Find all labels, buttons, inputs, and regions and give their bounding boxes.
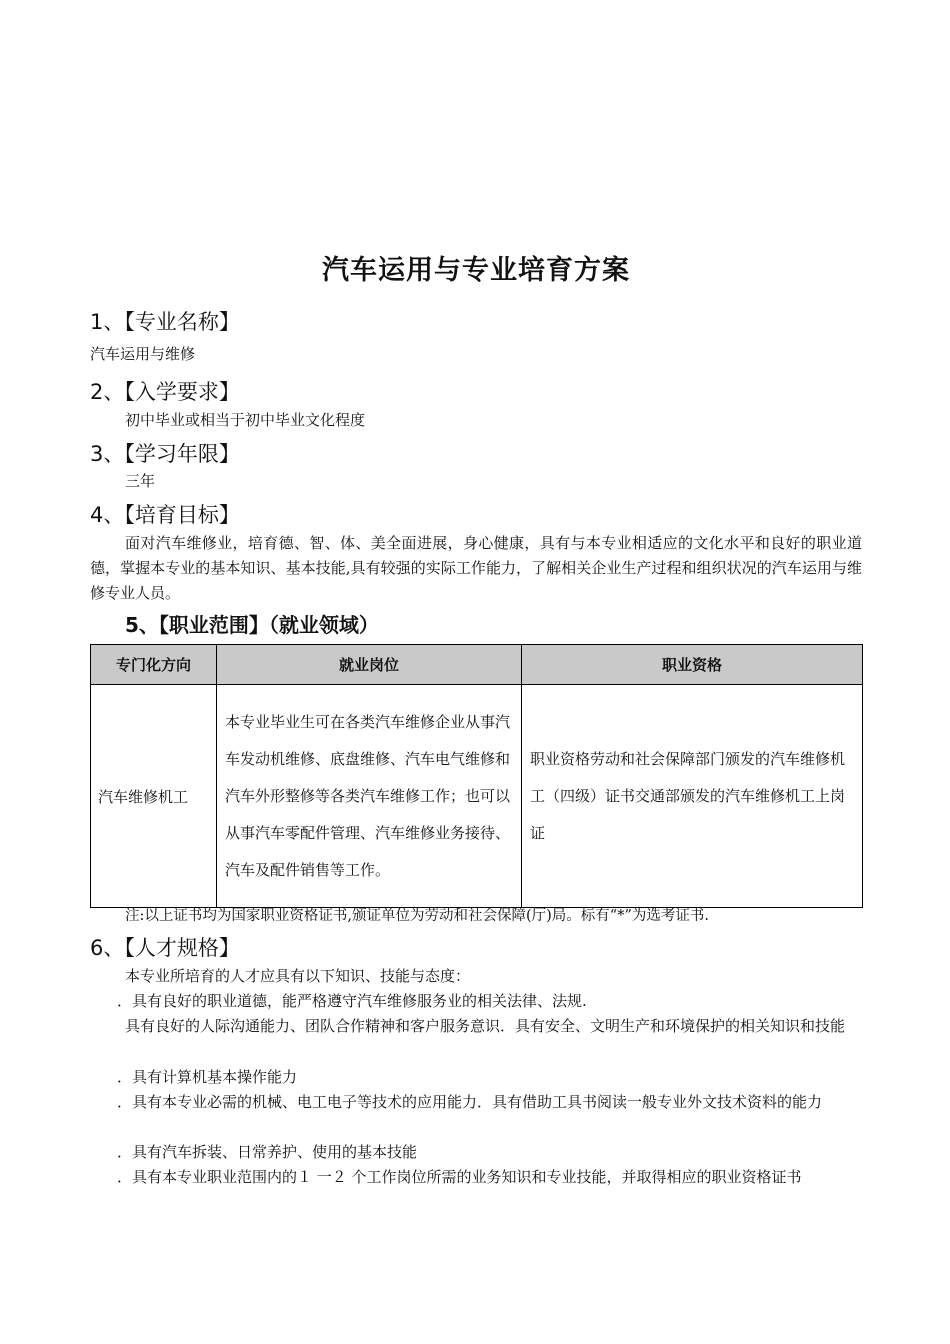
- talent-item: ．具有本专业必需的机械、电工电子等技术的应用能力．具有借助工具书阅读一般专业外文技术资料的能力: [117, 1093, 823, 1111]
- table-header-qualification: 职业资格: [522, 645, 863, 685]
- table-row: [91, 685, 863, 908]
- table-header-row: [91, 645, 863, 685]
- section-heading-major-name: 1、【专业名称】: [90, 310, 240, 334]
- table-header-direction: 专门化方向: [91, 645, 217, 685]
- section-heading-goal: 4、【培育目标】: [90, 503, 240, 527]
- section-heading-career: 5、【职业范围】（就业领域）: [125, 613, 379, 637]
- table-note: 注:以上证书均为国家职业资格证书,颁证单位为劳动和社会保障(厅)局。标有“*”为选考证书.: [125, 908, 709, 924]
- section-heading-admission: 2、【入学要求】: [90, 380, 240, 404]
- section-heading-talent: 6、【人才规格】: [90, 936, 240, 960]
- talent-item: ．具有良好的职业道德，能严格遵守汽车维修服务业的相关法律、法规.: [117, 992, 587, 1010]
- section-body-major-name: 汽车运用与维修: [90, 345, 196, 363]
- section-heading-duration: 3、【学习年限】: [90, 442, 240, 466]
- table-cell-position: 本专业毕业生可在各类汽车维修企业从事汽车发动机维修、底盘维修、汽车电气维修和汽车外形整修等各类汽车维修工作；也可以从事汽车零配件管理、汽车维修业务接待、汽车及配件销售等工作。: [217, 685, 522, 908]
- table-header-position: 就业岗位: [217, 645, 522, 685]
- section-body-admission: 初中毕业或相当于初中毕业文化程度: [125, 411, 366, 429]
- section-body-duration: 三年: [125, 472, 156, 490]
- talent-intro: 本专业所培育的人才应具有以下知识、技能与态度：: [125, 967, 471, 985]
- talent-item: ．具有汽车拆装、日常养护、使用的基本技能: [117, 1143, 418, 1161]
- document-title: 汽车运用与专业培育方案: [322, 255, 630, 286]
- section-body-goal: 面对汽车维修业，培育德、智、体、美全面进展，身心健康，具有与本专业相适应的文化水平和良好的职业道德，掌握本专业的基本知识、基本技能,具有较强的实际工作能力，了解相关企业生产过程和组织状况的汽车运用与维修专业人员。: [90, 534, 862, 602]
- talent-item: 具有良好的人际沟通能力、团队合作精神和客户服务意识．具有安全、文明生产和环境保护的相关知识和技能: [125, 1017, 846, 1035]
- talent-item: ．具有计算机基本操作能力: [117, 1068, 298, 1086]
- career-table: [90, 644, 863, 908]
- talent-item: ．具有本专业职业范围内的１ 一２ 个工作岗位所需的业务知识和专业技能，并取得相应的职业资格证书: [117, 1168, 802, 1186]
- table-cell-direction: 汽车维修机工: [91, 685, 217, 908]
- table-cell-qualification: 职业资格劳动和社会保障部门颁发的汽车维修机工（四级）证书交通部颁发的汽车维修机工上岗证: [522, 685, 863, 908]
